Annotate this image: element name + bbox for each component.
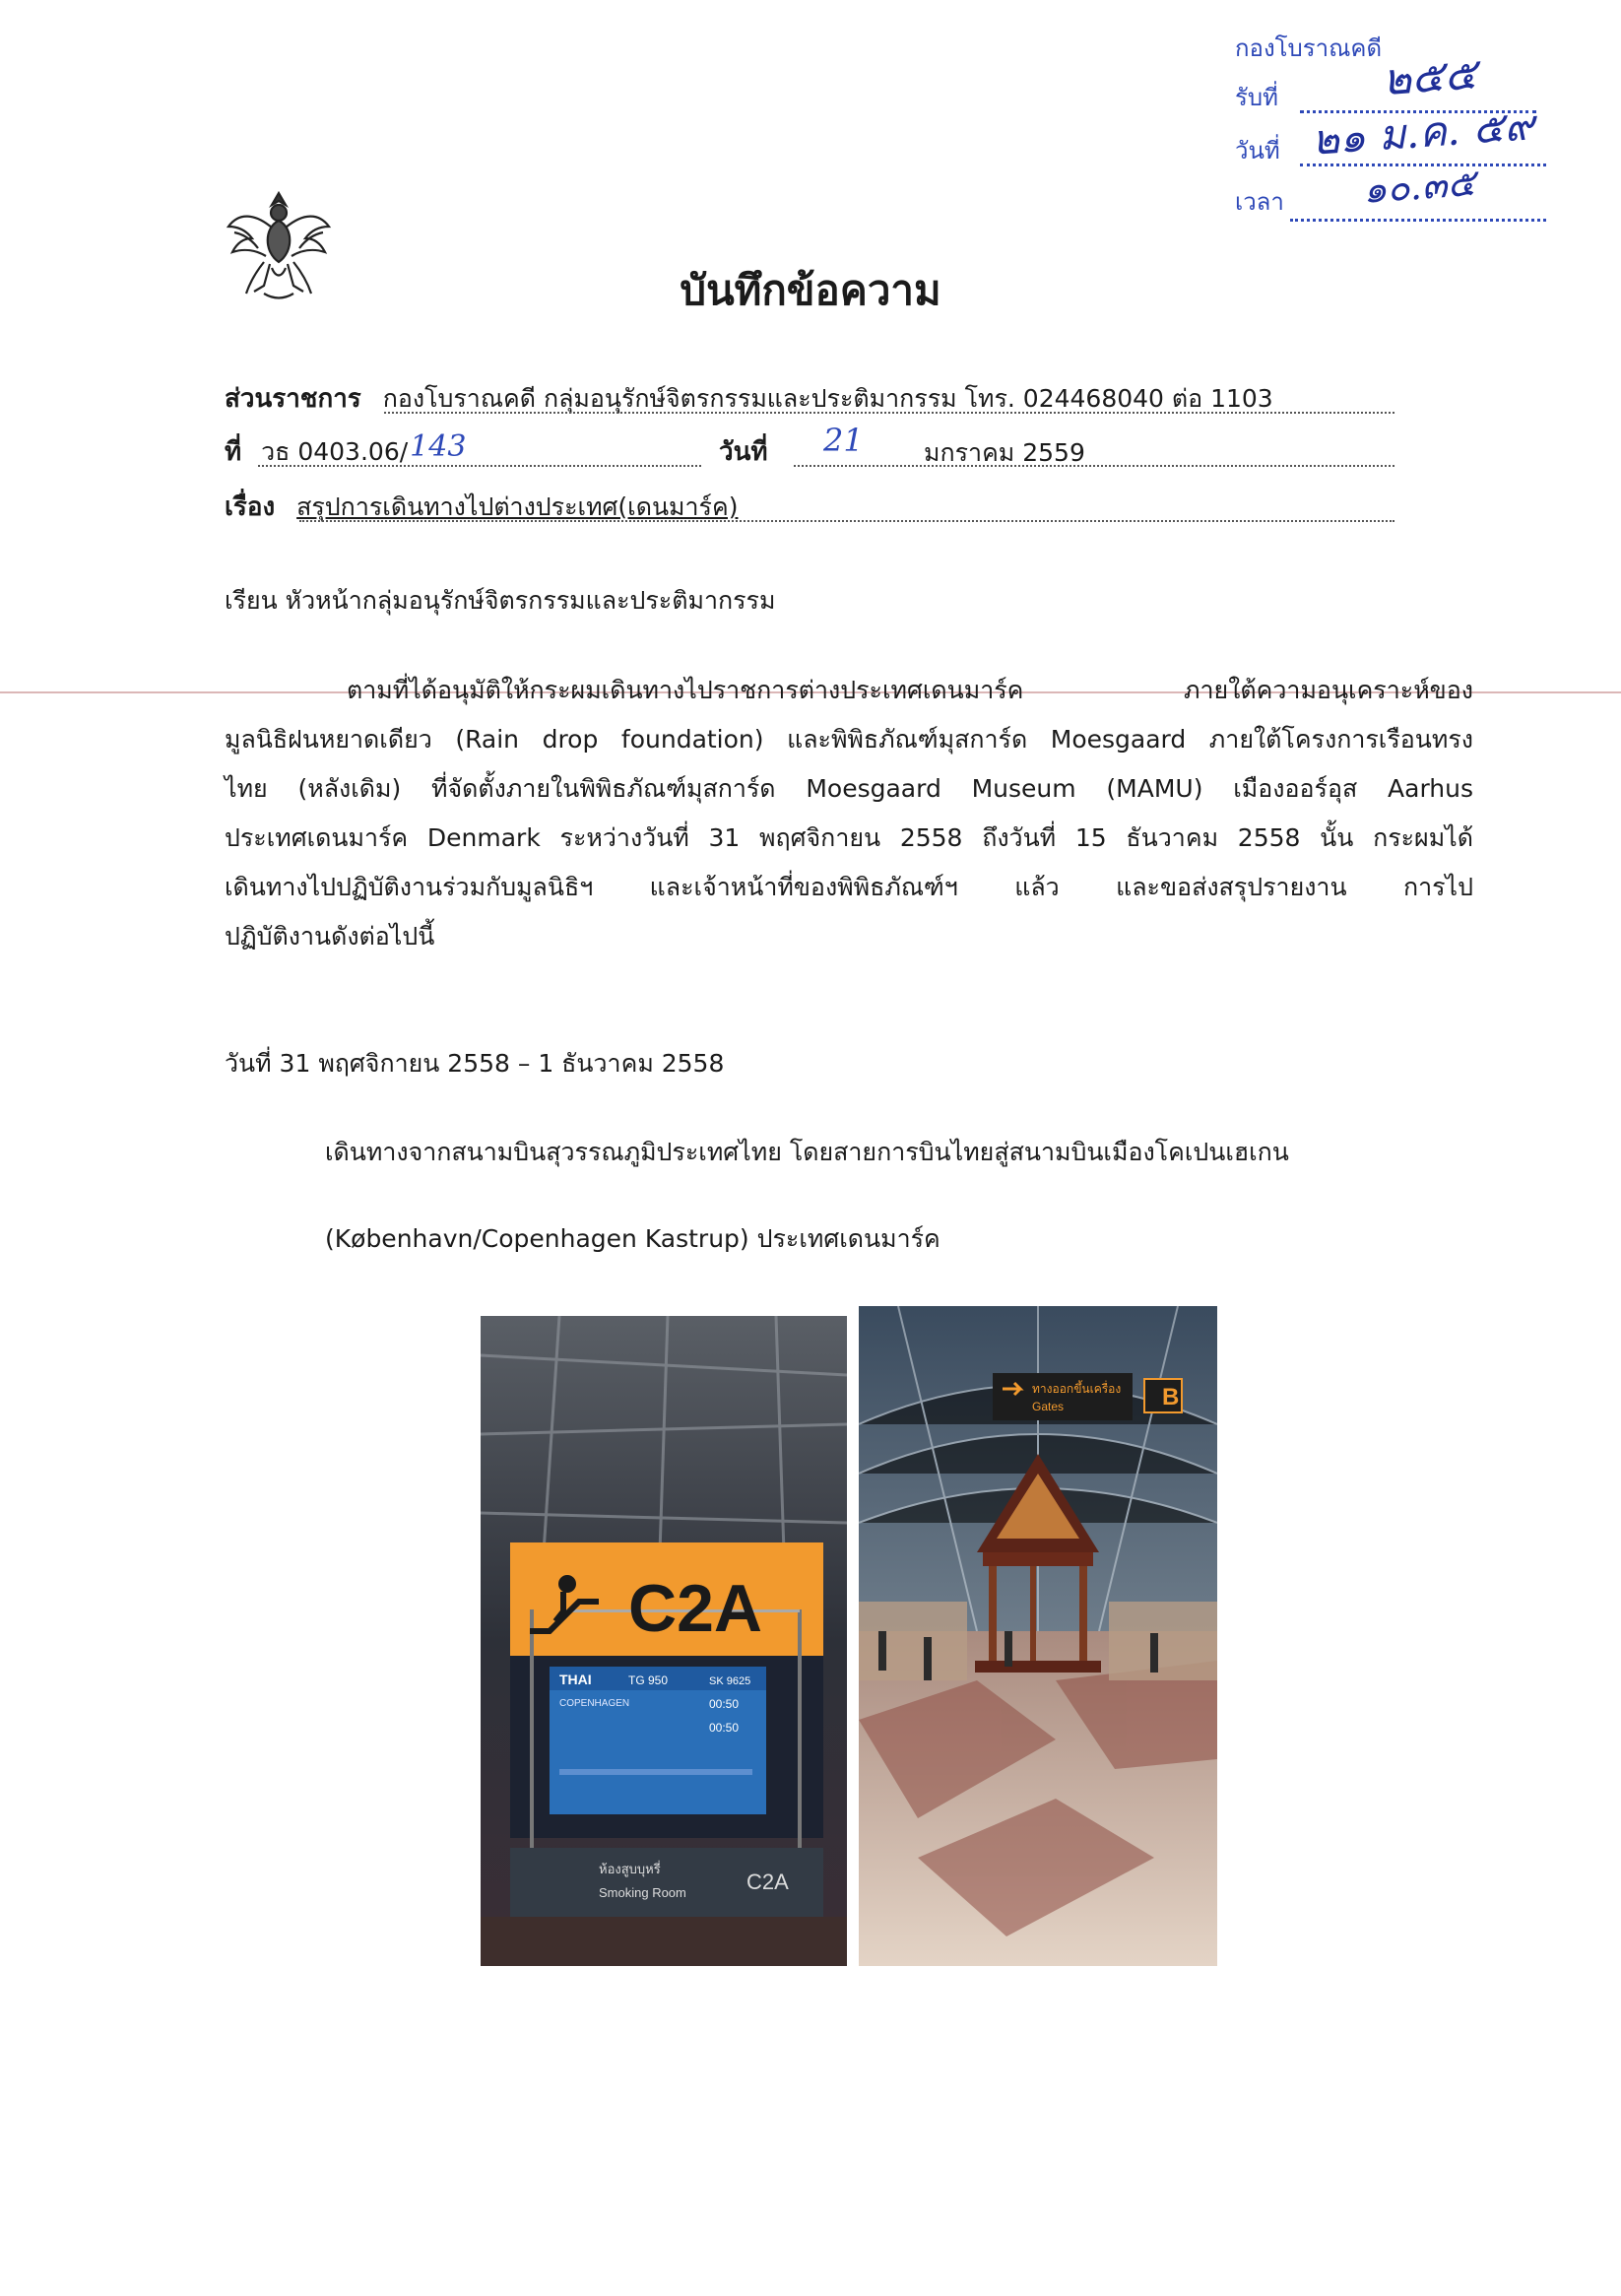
- paragraph-line: มูลนิธิฝนหยาดเดียว (Rain drop foundation) และพิพิธภัณฑ์มุสการ์ด Moesgaard ภายใต้โครงการเรือนทรง: [225, 725, 1473, 754]
- date-dotline: [794, 465, 1394, 467]
- photo-terminal: [859, 1306, 1217, 1966]
- stamp-time-line: [1290, 219, 1546, 222]
- est-time-text: 00:50: [709, 1721, 740, 1735]
- ref-prefix: วธ 0403.06/: [261, 437, 409, 466]
- gate-sign-text: C2A: [628, 1571, 763, 1646]
- receipt-stamp: [1235, 30, 1550, 236]
- page-title: บันทึกข้อความ: [680, 266, 941, 314]
- paragraph-line: เดินทางไปปฏิบัติงานร่วมกับมูลนิธิฯ และเจ้าหน้าที่ของพิพิธภัณฑ์ฯ แล้ว และขอส่งสรุปรายงาน การไป: [225, 873, 1473, 901]
- date-heading: วันที่ 31 พฤศจิกายน 2558 – 1 ธันวาคม 2558: [225, 1049, 725, 1078]
- stamp-org: กองโบราณคดี: [1235, 34, 1383, 62]
- date-day-handwritten: 21: [823, 422, 864, 459]
- subject-label: เรื่อง: [225, 492, 276, 522]
- photo-gate-sign-image: [481, 1316, 847, 1966]
- paragraph-line: ปฏิบัติงานดังต่อไปนี้: [225, 922, 435, 951]
- gate-sign-th: ทางออกขึ้นเครื่อง: [1032, 1382, 1122, 1396]
- body-paragraph: [225, 666, 1473, 961]
- date-label-wrap: [719, 431, 768, 472]
- lower-gate-text: C2A: [746, 1870, 789, 1894]
- gate-sign-en: Gates: [1032, 1400, 1065, 1413]
- date-rest: มกราคม 2559: [924, 438, 1085, 467]
- flight-text: TG 950: [628, 1673, 669, 1687]
- stamp-received-label: รับที่: [1235, 84, 1278, 111]
- sched-time-text: 00:50: [709, 1697, 740, 1711]
- photo-terminal-image: [859, 1306, 1217, 1966]
- dept-label: ส่วนราชการ: [225, 384, 361, 414]
- stamp-date-label: วันที่: [1235, 137, 1280, 164]
- stamp-received-handwritten: ๒๕๕: [1381, 48, 1479, 106]
- gate-letter-text: B: [1162, 1384, 1180, 1410]
- dept-dotline: [384, 412, 1394, 414]
- lower-sign-th: ห้องสูบบุหรี่: [599, 1862, 661, 1876]
- lower-sign-text: Smoking Room: [599, 1885, 686, 1900]
- photo-gate-sign: [481, 1316, 847, 1966]
- paragraph-line: ตามที่ได้อนุมัติให้กระผมเดินทางไปราชการต่างประเทศเดนมาร์ค ภายใต้ความอนุเคราะห์ของ: [347, 676, 1473, 704]
- date-label: วันที่: [719, 437, 768, 467]
- codeshare-text: SK 9625: [709, 1675, 751, 1687]
- salutation: เรียน หัวหน้ากลุ่มอนุรักษ์จิตรกรรมและประติมากรรม: [225, 586, 776, 615]
- stamp-time-handwritten: ๑๐.๓๕: [1361, 161, 1477, 212]
- subject-value: สรุปการเดินทางไปต่างประเทศ(เดนมาร์ค): [296, 492, 739, 521]
- stamp-date-handwritten: ๒๑ ม.ค. ๕๙: [1310, 100, 1536, 164]
- paragraph-line: ไทย (หลังเดิม) ที่จัดตั้งภายในพิพิธภัณฑ์มุสการ์ด Moesgaard Museum (MAMU) เมืองออร์อุส Aarhus: [225, 774, 1473, 803]
- subject-dotline: [299, 520, 1394, 522]
- ref-handwritten: 143: [410, 429, 467, 464]
- ref-dotline: [258, 465, 701, 467]
- paragraph-line: ประเทศเดนมาร์ค Denmark ระหว่างวันที่ 31 พฤศจิกายน 2558 ถึงวันที่ 15 ธันวาคม 2558 นั้น กระผมได้: [225, 823, 1473, 852]
- ref-label: ที่: [225, 437, 242, 467]
- dept-value: กองโบราณคดี กลุ่มอนุรักษ์จิตรกรรมและประติมากรรม โทร. 024468040 ต่อ 1103: [382, 384, 1273, 413]
- travel-line-1: เดินทางจากสนามบินสุวรรณภูมิประเทศไทย โดยสายการบินไทยสู่สนามบินเมืองโคเปนเฮเกน: [325, 1138, 1289, 1166]
- destination-text: COPENHAGEN: [559, 1698, 630, 1709]
- airline-text: THAI: [559, 1672, 592, 1687]
- travel-line-2: (København/Copenhagen Kastrup) ประเทศเดนมาร์ค: [325, 1224, 940, 1253]
- stamp-time-label: เวลา: [1235, 188, 1284, 216]
